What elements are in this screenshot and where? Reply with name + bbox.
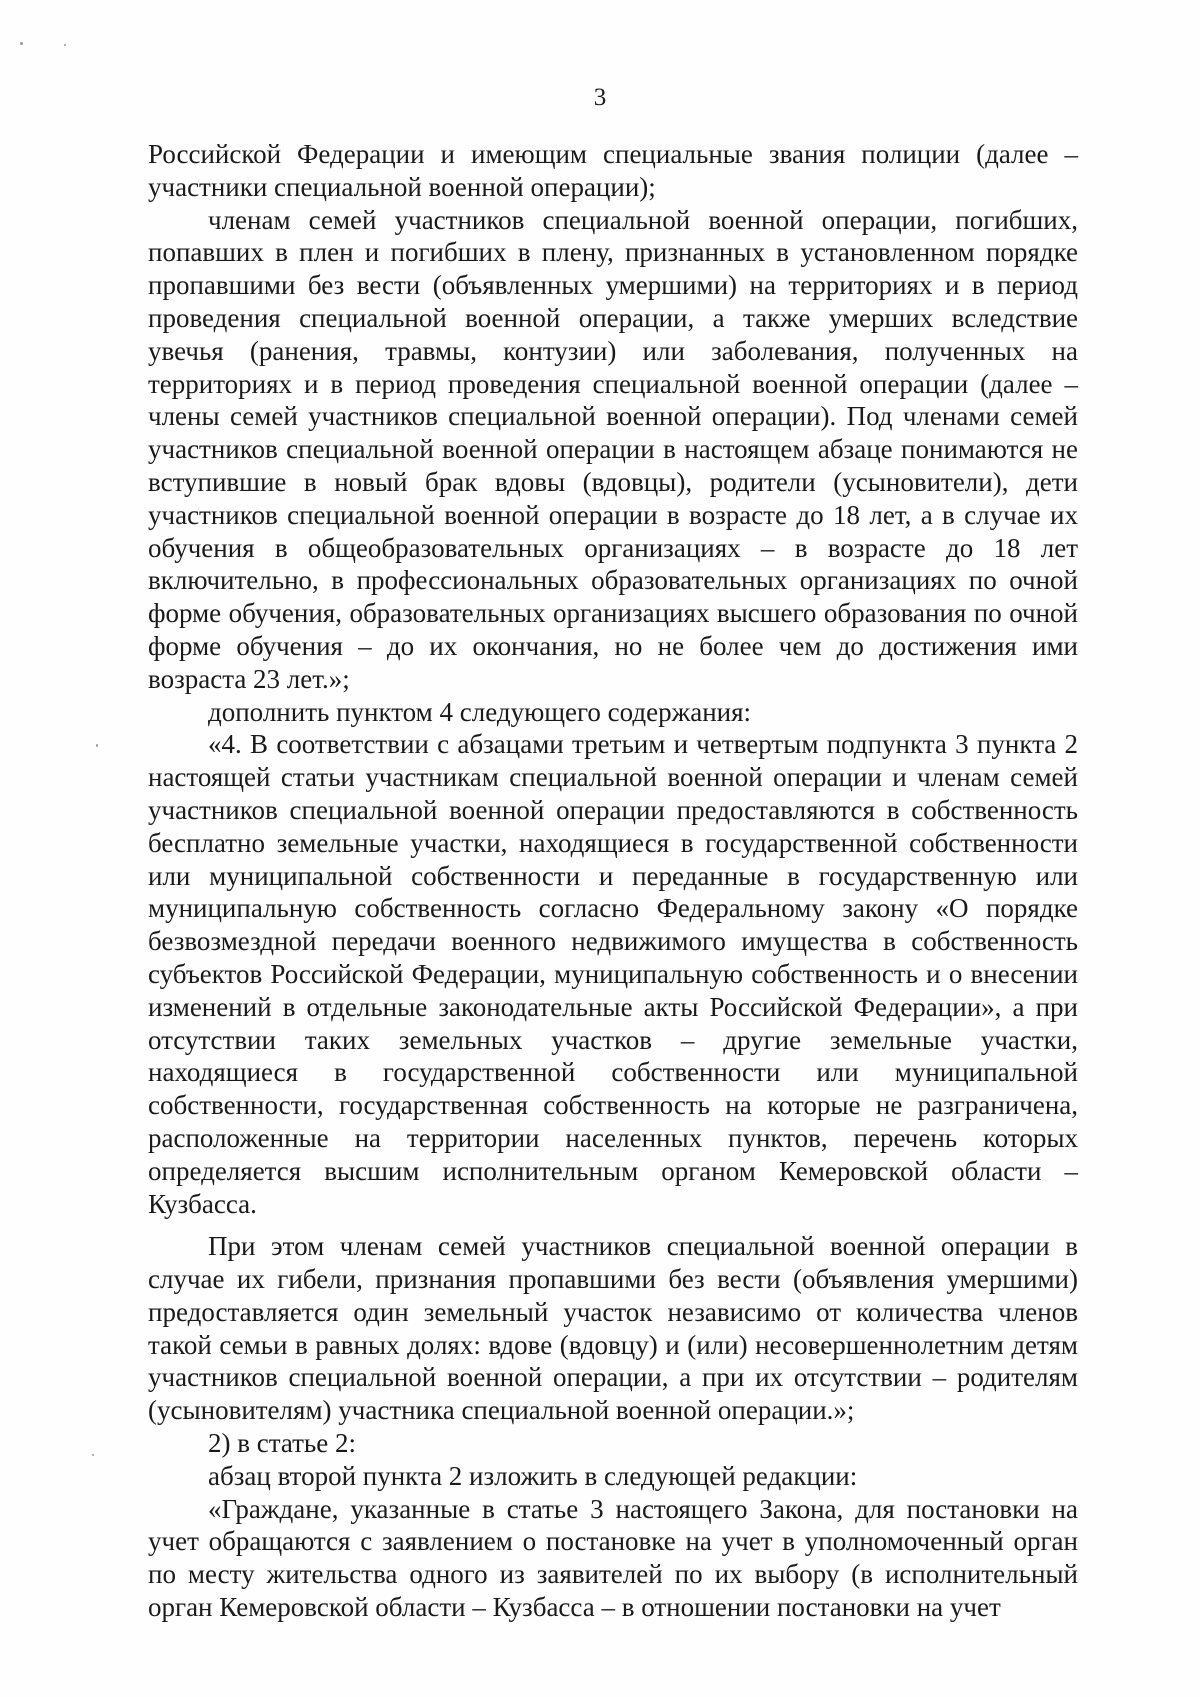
paragraph: При этом членам семей участников специальной военной операции в случае их гибели, признания пропавшими без вести (объявления умершими) предоставляется один земельный участок независимо от количества членов такой семьи в равных долях: вдове (вдовцу) и (или) несовершеннолетним детям участников специальной военной операции, а при их отсутствии – родителям (усыновителям) участника специальной военной операции.»; bbox=[148, 1231, 1078, 1426]
scan-speck bbox=[96, 744, 98, 747]
paragraph: «4. В соответствии с абзацами третьим и четвертым подпункта 3 пункта 2 настоящей статьи участникам специальной военной операции и членам семей участников специальной военной операции предоставляются в собственность бесплатно земельные участки, находящиеся в государственной собственности или муниципальной собственности и переданные в государственную или муниципальную собственность согласно Федеральному закону «О порядке безвозмездной передачи военного недвижимого имущества в собственность субъектов Российской Федерации, муниципальную собственность и о внесении изменений в отдельные законодательные акты Российской Федерации», а при отсутствии таких земельных участков – другие земельные участки, находящиеся в государственной собственности или муниципальной собственности, государственная собственность на которые не разграничена, расположенные на территории населенных пунктов, перечень которых определяется высшим исполнительным органом Кемеровской области – Кузбасса. bbox=[148, 729, 1078, 1219]
scan-speck bbox=[92, 1454, 94, 1456]
paragraph: дополнить пунктом 4 следующего содержания: bbox=[208, 696, 752, 727]
scan-speck bbox=[64, 44, 66, 46]
paragraph: 2) в статье 2: bbox=[208, 1428, 356, 1459]
paragraph: членам семей участников специальной военной операции, погибших, попавших в плен и погибших в плену, признанных в установленном порядке пропавшими без вести (объявленных умершими) на территориях и в период проведения специальной военной операции, а также умерших вследствие увечья (ранения, травмы, контузии) или заболевания, полученных на территориях и в период проведения специальной военной операции (далее – члены семей участников специальной военной операции). Под членами семей участников специальной военной операции в настоящем абзаце понимаются не вступившие в новый брак вдовы (вдовцы), родители (усыновители), дети участников специальной военной операции в возрасте до 18 лет, а в случае их обучения в общеобразовательных организациях – в возрасте до 18 лет включительно, в профессиональных образовательных организациях по очной форме обучения, образовательных организациях высшего образования по очной форме обучения – до их окончания, но не более чем до достижения ими возраста 23 лет.»; bbox=[148, 204, 1078, 694]
scan-speck bbox=[20, 42, 23, 45]
paragraph: «Граждане, указанные в статье 3 настоящего Закона, для постановки на учет обращаются с заявлением о постановке на учет в уполномоченный орган по месту жительства одного из заявителей по их выбору (в исполнительный орган Кемеровской области – Кузбасса – в отношении постановки на учет bbox=[148, 1493, 1078, 1623]
paragraph: абзац второй пункта 2 изложить в следующей редакции: bbox=[208, 1460, 858, 1491]
document-body bbox=[148, 138, 1078, 1624]
page-number: 3 bbox=[593, 84, 607, 111]
paragraph: Российской Федерации и имеющим специальные звания полиции (далее – участники специальной военной операции); bbox=[148, 139, 1078, 202]
